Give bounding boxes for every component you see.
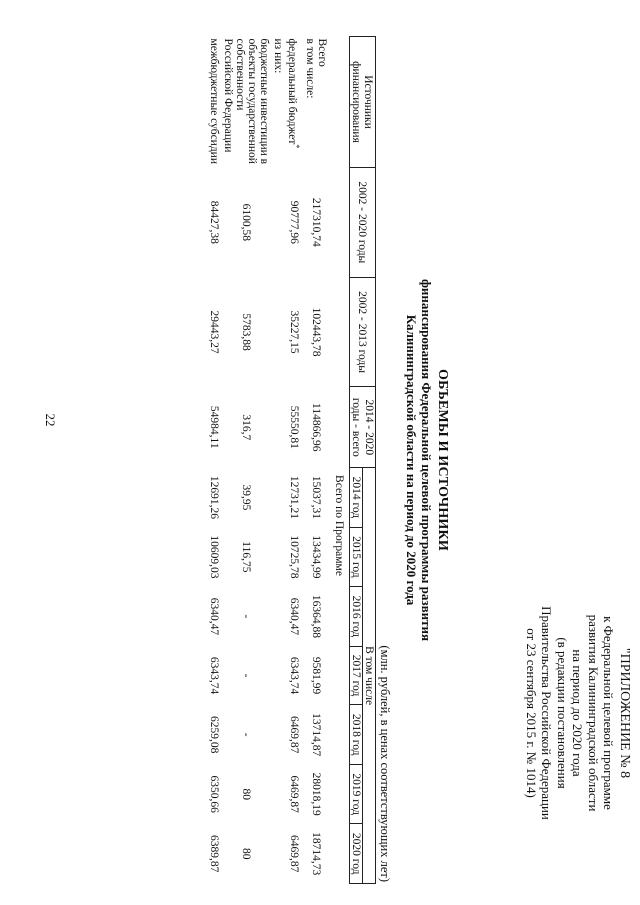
- cell: 6340,47: [208, 597, 221, 636]
- cell: 6340,47: [288, 597, 301, 636]
- header-year: 2019 год: [350, 764, 363, 824]
- page-number: 22: [43, 413, 58, 427]
- header-2014-2020-top: 2014 - 2020: [363, 387, 376, 468]
- cell: 114866,96: [310, 403, 322, 452]
- appendix-line-1: "ПРИЛОЖЕНИЕ № 8: [617, 647, 632, 779]
- header-year: 2016 год: [350, 587, 363, 647]
- header-2014-2020-bottom: годы - всего: [350, 387, 363, 468]
- table-row: [207, 37, 221, 884]
- header-year: 2017 год: [350, 646, 363, 705]
- cell: 6259,08: [208, 716, 221, 754]
- cell: 316,7: [240, 414, 253, 441]
- cell: 80: [240, 788, 253, 800]
- header-2002-2020: 2002 - 2020 годы: [350, 168, 376, 278]
- cell: 10725,78: [288, 535, 301, 579]
- appendix-line-7: от 23 сентября 2015 г. № 1014): [524, 628, 539, 798]
- units-note: (млн. рублей, в ценах соответствующих лет): [378, 645, 392, 882]
- cell: 13434,99: [310, 535, 322, 579]
- appendix-line-3: развития Калининградской области: [586, 614, 601, 812]
- rotated-sheet: [208, 30, 640, 890]
- header-year: 2015 год: [350, 527, 363, 587]
- cell: 217310,74: [310, 197, 322, 247]
- footnote-mark: *: [292, 144, 301, 149]
- row-label: Всего в том числе:: [304, 38, 328, 99]
- header-incl: В том числе: [363, 468, 376, 884]
- cell: 29443,27: [208, 310, 221, 354]
- cell: 55550,81: [288, 405, 301, 449]
- cell: 6343,74: [288, 656, 301, 695]
- cell: 102443,78: [310, 307, 322, 357]
- cell: 90777,96: [288, 200, 301, 244]
- row-label: межбюджетные субсидии: [208, 38, 221, 164]
- row-label: из них:: [272, 38, 285, 74]
- title-line-3: Калининградской области на период до 2020 года: [404, 314, 419, 606]
- cell: 54984,11: [208, 405, 221, 449]
- title-line-1: ОБЪЕМЫ И ИСТОЧНИКИ: [435, 369, 450, 551]
- cell: 13714,87: [310, 713, 322, 757]
- cell: -: [240, 732, 253, 737]
- row-label: [285, 37, 303, 168]
- cell: 39,95: [240, 484, 253, 511]
- appendix-line-2: к Федеральной целевой программе: [601, 616, 617, 810]
- cell: 6389,87: [208, 835, 221, 873]
- header-2002-2013: 2002 - 2013 годы: [350, 277, 376, 387]
- table-row: [221, 37, 271, 884]
- cell: 80: [240, 847, 253, 860]
- header-source: Источники финансирования: [350, 37, 376, 168]
- cell: 116,75: [240, 541, 253, 573]
- row-label: бюджетные инвестиции в объекты государственной собственности Российской Федерации: [222, 38, 271, 165]
- header-year: 2020 год: [350, 824, 363, 884]
- appendix-line-5: (в редакции постановления: [555, 637, 570, 789]
- cell: 5783,88: [240, 313, 253, 351]
- appendix-line-4: на период до 2020 года: [570, 649, 586, 777]
- cell: 12691,26: [208, 475, 221, 519]
- table-row: [285, 37, 303, 884]
- cell: 6469,87: [288, 835, 301, 873]
- table-row: [303, 37, 329, 884]
- cell: 6100,58: [240, 203, 253, 242]
- cell: -: [240, 614, 253, 619]
- cell: 18714,73: [310, 832, 322, 876]
- cell: 16364,88: [310, 594, 322, 638]
- cell: 10609,03: [208, 535, 221, 579]
- cell: 6350,66: [208, 775, 221, 813]
- cell: 6343,74: [208, 656, 221, 695]
- cell: 28018,19: [310, 772, 322, 816]
- cell: 6469,87: [288, 775, 301, 813]
- cell: 15037,31: [310, 475, 322, 519]
- appendix-header: [524, 548, 633, 878]
- header-year: 2014 год: [350, 468, 363, 528]
- table-row: [271, 37, 285, 884]
- cell: 84427,38: [208, 200, 221, 244]
- title-line-2: финансирования Федеральной целевой программы развития: [419, 278, 434, 642]
- cell: 12731,21: [288, 475, 301, 519]
- header-year: 2018 год: [350, 705, 363, 765]
- document-title: [404, 30, 450, 890]
- financing-table: [207, 36, 376, 884]
- cell: 35227,15: [288, 310, 301, 354]
- cell: 9581,99: [310, 656, 322, 695]
- cell: -: [240, 673, 253, 678]
- row-label-text: федеральный бюджет: [286, 38, 299, 145]
- appendix-line-6: Правительства Российской Федерации: [539, 606, 555, 820]
- cell: 6469,87: [288, 716, 301, 754]
- section-title: Всего по Программе: [333, 475, 345, 576]
